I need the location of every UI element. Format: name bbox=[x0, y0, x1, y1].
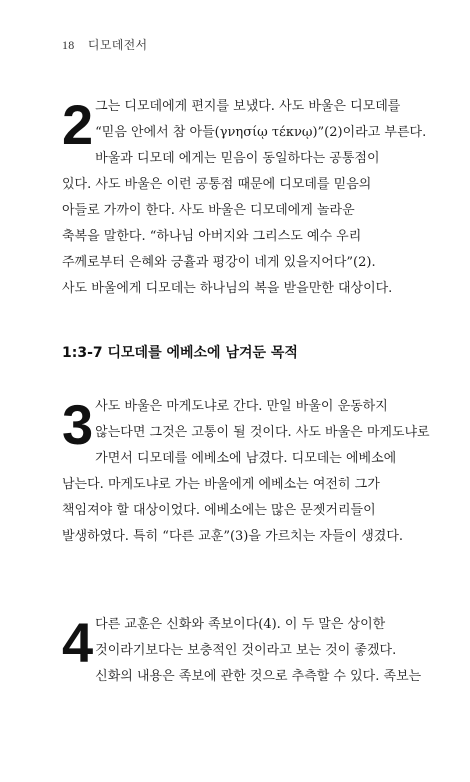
text-line: 있다. 사도 바울은 이런 공통점 때문에 디모데를 믿음의 bbox=[62, 177, 372, 192]
text-line: 발생하였다. 특히 “다른 교훈”(3)을 가르치는 자들이 생겼다. bbox=[62, 529, 404, 544]
drop-cap-2: 2 bbox=[62, 93, 94, 156]
text-line: 그는 디모데에게 편지를 보냈다. 사도 바울은 디모데를 bbox=[95, 99, 401, 114]
section-heading: 1:3-7 디모데를 에베소에 남겨둔 목적 bbox=[62, 345, 298, 361]
text-line: 다른 교훈은 신화와 족보이다(4). 이 두 말은 상이한 bbox=[95, 617, 386, 632]
text-line: 것이라기보다는 보충적인 것이라고 보는 것이 좋겠다. bbox=[95, 643, 397, 658]
paragraph-3 bbox=[62, 393, 430, 550]
text-line: 사도 바울에게 디모데는 하나님의 복을 받을만한 대상이다. bbox=[62, 281, 393, 296]
paragraph-2 bbox=[62, 93, 427, 302]
page-number: 18 bbox=[62, 38, 75, 52]
running-header bbox=[62, 36, 147, 53]
text-line: 책임져야 할 대상이었다. 에베소에는 많은 문젯거리들이 bbox=[62, 503, 376, 518]
text-line: 남는다. 마게도냐로 가는 바울에게 에베소는 여전히 그가 bbox=[62, 477, 380, 492]
paragraph-4 bbox=[62, 611, 422, 690]
text-line: 주께로부터 은혜와 긍휼과 평강이 네게 있을지어다”(2). bbox=[62, 255, 376, 270]
drop-cap-3: 3 bbox=[62, 393, 94, 456]
text-line: 가면서 디모데를 에베소에 남겼다. 디모데는 에베소에 bbox=[95, 451, 397, 466]
book-title: 디모데전서 bbox=[87, 38, 148, 52]
text-line: 신화의 내용은 족보에 관한 것으로 추측할 수 있다. 족보는 bbox=[95, 669, 422, 684]
text-line: “믿음 안에서 참 아들(γνησίῳ τέκνῳ)”(2)이라고 부른다. bbox=[95, 125, 427, 140]
drop-cap-4: 4 bbox=[62, 611, 94, 674]
text-line: 사도 바울은 마게도냐로 간다. 만일 바울이 운동하지 bbox=[95, 399, 388, 414]
text-line: 바울과 디모데 에게는 믿음이 동일하다는 공통점이 bbox=[95, 151, 380, 166]
text-line: 축복을 말한다. “하나님 아버지와 그리스도 예수 우리 bbox=[62, 229, 362, 244]
text-line: 아들로 가까이 한다. 사도 바울은 디모데에게 놀라운 bbox=[62, 203, 355, 218]
text-line: 않는다면 그것은 고통이 될 것이다. 사도 바울은 마게도냐로 bbox=[95, 425, 430, 440]
